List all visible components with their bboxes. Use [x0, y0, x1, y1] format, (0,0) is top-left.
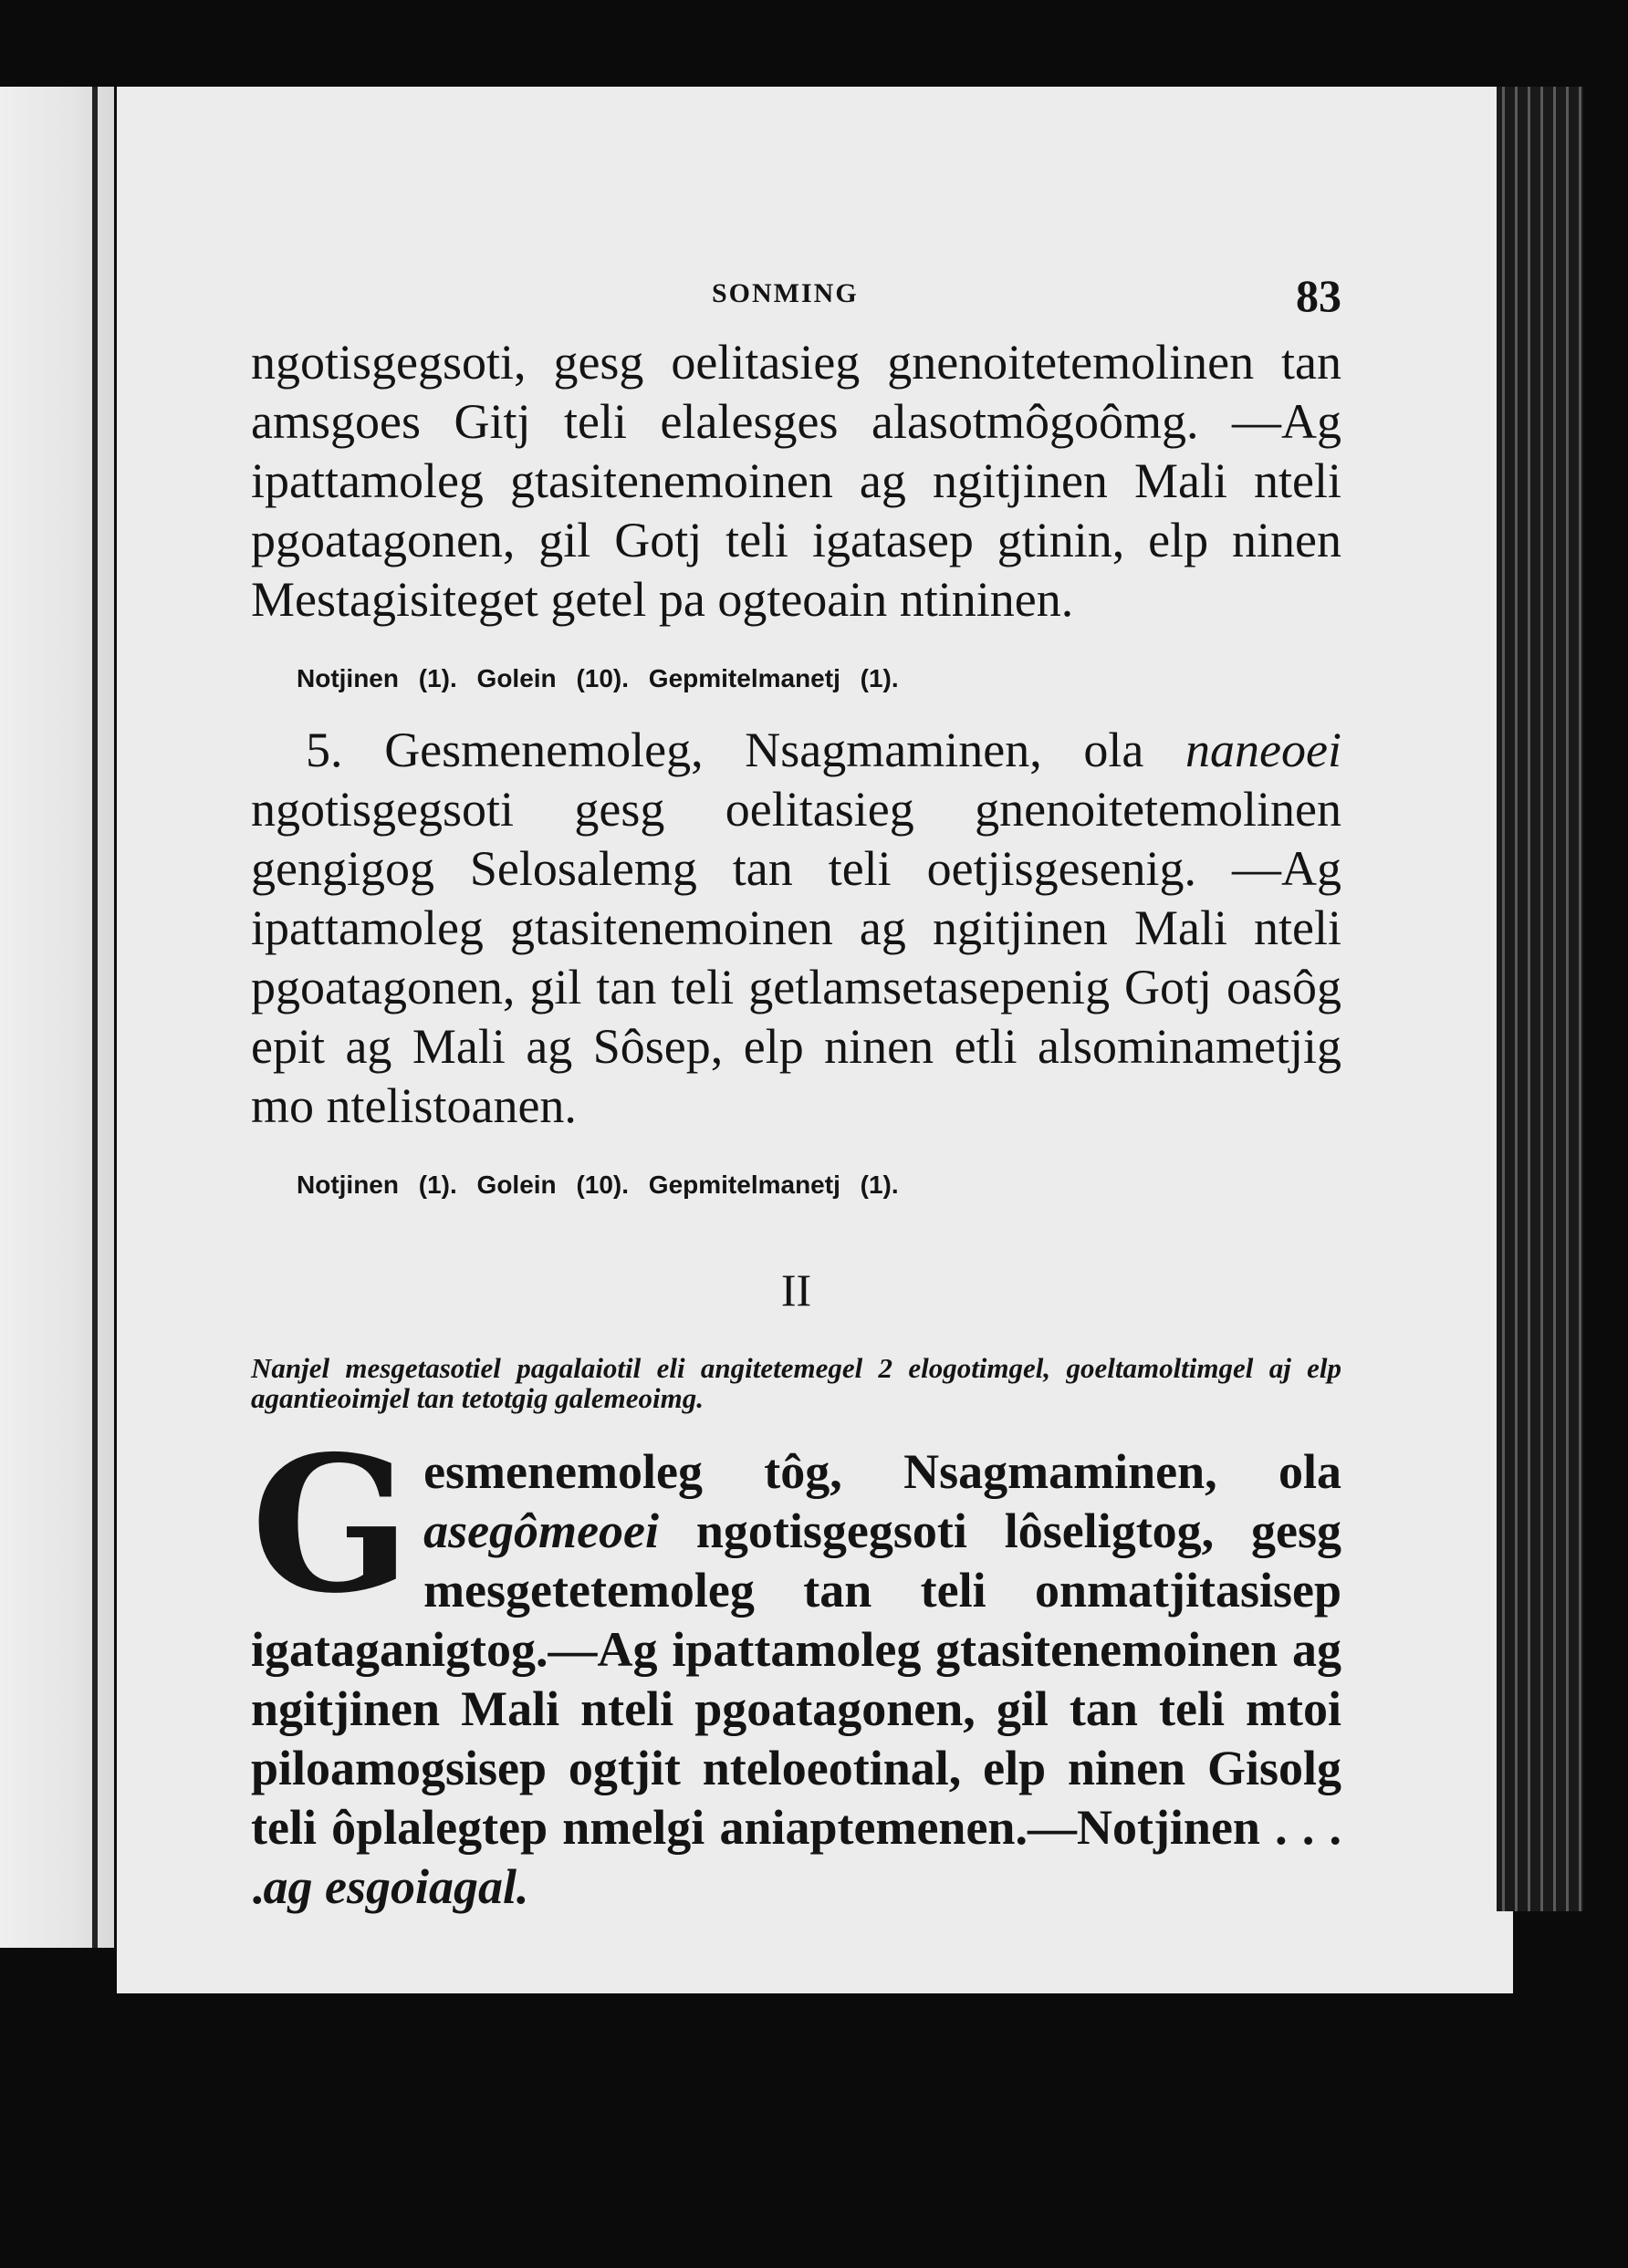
page-text-block [251, 269, 1341, 1917]
page-number: 83 [1296, 270, 1341, 321]
paragraph-3-lead: esmenemoleg tôg, Nsagmaminen, ola [423, 1444, 1341, 1499]
paragraph-2-lead: 5. Gesmenemoleg, Nsagmaminen, ola [306, 723, 1144, 777]
paragraph-2-italic: naneoei [1185, 723, 1341, 777]
paragraph-2-rest: ngotisgegsoti gesg oelitasieg gnenoitetemolinen gengigog Selosalemg tan teli oetjisgesenig. —Ag ipattamoleg gtasitenemoinen ag ngitjinen Mali nteli pgoatagonen, gil tan teli getlamsetasepenig Gotj oasôg epit ag Mali ag Sôsep, elp ninen etli alsominametjig mo ntelistoanen. [251, 782, 1341, 1133]
gutter-rule [92, 87, 98, 1948]
paragraph-3-italic-2: ag esgoiagal. [263, 1859, 529, 1914]
page-stack-edge [1497, 87, 1583, 1911]
paragraph-2 [251, 721, 1341, 1136]
section-number: II [780, 1264, 812, 1316]
citation-2: Notjinen (1). Golein (10). Gepmitelmanetj (1). [297, 1170, 899, 1199]
paragraph-3-middle: ngotisgegsoti lôseligtog, gesg mesgetetemoleg tan teli onmatjitasisep igataganigtog.—Ag ipattamoleg gtasitenemoinen ag ngitjinen Mali nteli pgoatagonen, gil tan teli mtoi piloamogsisep ogtjit nteloeotinal, elp ninen Gisolg teli ôplalegtep nmelgi aniaptemenen.—Notjinen . . . . [251, 1503, 1341, 1914]
paragraph-3 [251, 1416, 1341, 1917]
rubric: Nanjel mesgetasotiel pagalaiotil eli angitetemegel 2 elogotimgel, goeltamoltimgel aj elp agantieoimjel tan tetotgig galemeoimg. [251, 1352, 1341, 1414]
citation-1: Notjinen (1). Golein (10). Gepmitelmanetj (1). [297, 664, 899, 692]
running-head: SONMING [712, 278, 859, 308]
paragraph-1: ngotisgegsoti, gesg oelitasieg gnenoitetemolinen tan amsgoes Gitj teli elalesges alasotmôgoômg. —Ag ipattamoleg gtasitenemoinen ag ngitjinen Mali nteli pgoatagonen, gil Gotj teli igatasep gtinin, elp ninen Mestagisiteget getel pa ogteoain ntininen. [251, 335, 1341, 627]
drop-cap: G [251, 1416, 412, 1635]
page-header [251, 269, 1341, 333]
paragraph-3-italic-1: asegômeoei [423, 1503, 660, 1558]
facing-page-edge [0, 87, 114, 1948]
